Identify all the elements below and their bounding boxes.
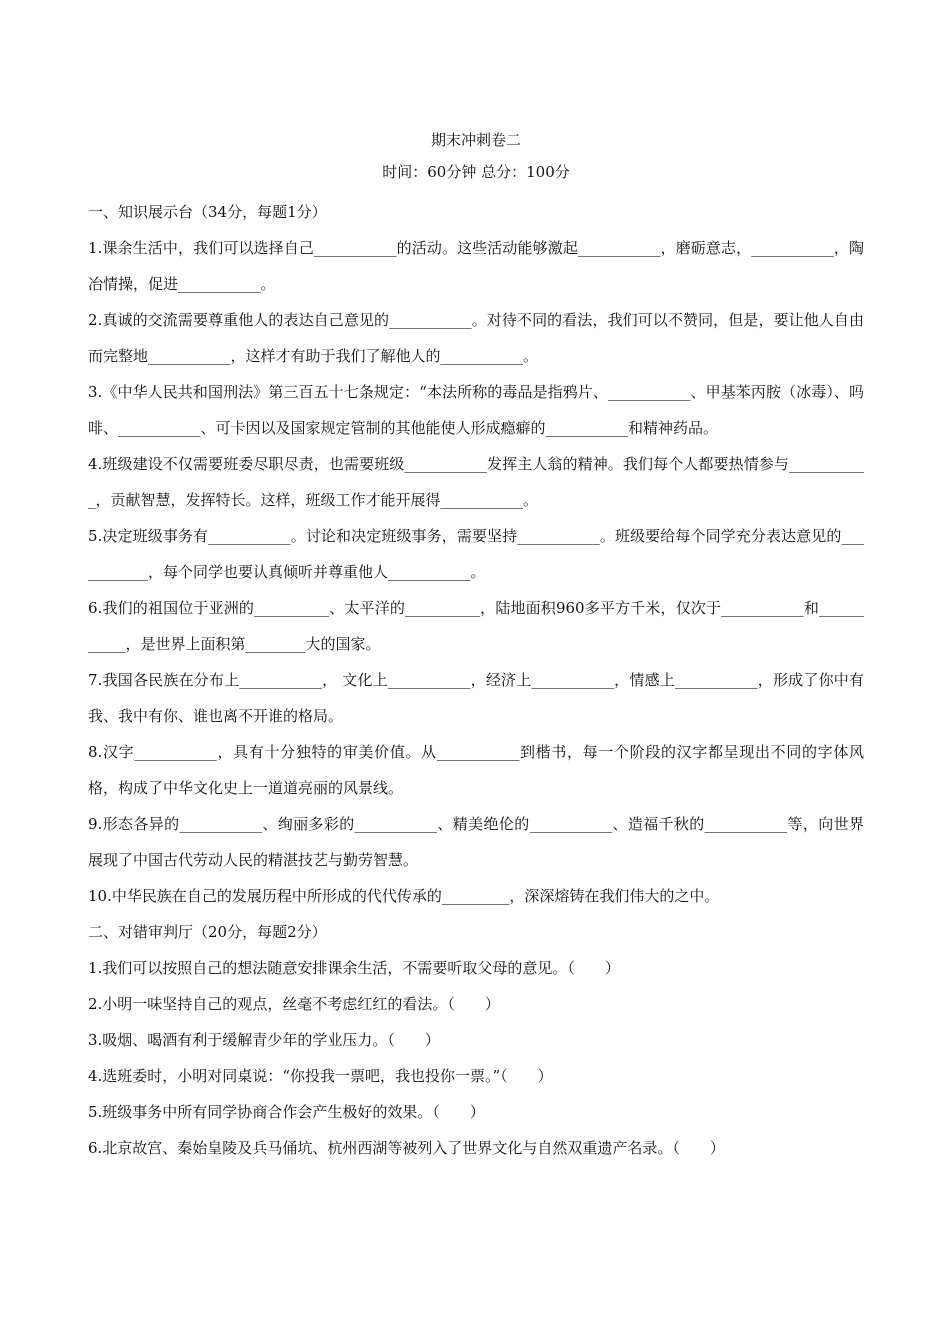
question-1-5: 5.决定班级事务有___________。讨论和决定班级事务，需要坚持___________。班级要给每个同学充分表达意见的___________，每个同学也要认真倾听并尊重他人___________。 [88, 527, 864, 581]
question-1-10: 10.中华民族在自己的发展历程中所形成的代代传承的_________，深深熔铸在我们伟大的之中。 [88, 887, 720, 905]
question-1-3: 3.《中华人民共和国刑法》第三百五十七条规定：“本法所称的毒品是指鸦片、___________、甲基苯丙胺（冰毒）、吗啡、___________、可卡因以及国家规定管制的其他能使人形成瘾癖的___________和精神药品。 [88, 383, 864, 437]
question-1-1: 1.课余生活中，我们可以选择自己___________的活动。这些活动能够激起___________，磨砺意志，___________，陶冶情操，促进___________。 [88, 239, 864, 293]
question-1-6: 6.我们的祖国位于亚洲的__________、太平洋的__________，陆地面积960多平方千米，仅次于___________和___________，是世界上面积第________大的国家。 [88, 599, 864, 653]
question-2-5: 5.班级事务中所有同学协商合作会产生极好的效果。（ ） [88, 1103, 485, 1121]
question-1-7: 7.我国各民族在分布上___________， 文化上___________，经济上___________，情感上___________，形成了你中有我、我中有你、谁也离不开谁的格局。 [88, 671, 864, 725]
section-2-questions [88, 950, 864, 1166]
question-1-8: 8.汉字___________，具有十分独特的审美价值。从___________到楷书，每一个阶段的汉字都呈现出不同的字体风格，构成了中华文化史上一道道亮丽的风景线。 [88, 743, 864, 797]
question-2-6: 6.北京故宫、秦始皇陵及兵马俑坑、杭州西湖等被列入了世界文化与自然双重遗产名录。（ ） [88, 1139, 725, 1157]
section-1-questions [88, 230, 864, 914]
section-2-heading: 二、对错审判厅（20分，每题2分） [88, 923, 327, 941]
question-2-4: 4.选班委时，小明对同桌说：“你投我一票吧，我也投你一票。”（ ） [88, 1067, 553, 1085]
question-1-4: 4.班级建设不仅需要班委尽职尽责，也需要班级___________发挥主人翁的精神。我们每个人都要热情参与___________，贡献智慧，发挥特长。这样，班级工作才能开展得___________。 [88, 455, 864, 509]
question-1-2: 2.真诚的交流需要尊重他人的表达自己意见的___________。对待不同的看法，我们可以不赞同，但是，要让他人自由而完整地___________，这样才有助于我们了解他人的___________。 [88, 311, 864, 365]
exam-subtitle: 时间：60分钟 总分：100分 [382, 163, 570, 181]
exam-title: 期末冲刺卷二 [430, 131, 521, 149]
question-2-2: 2.小明一味坚持自己的观点，丝毫不考虑红红的看法。（ ） [88, 995, 500, 1013]
section-1-heading: 一、知识展示台（34分，每题1分） [88, 203, 327, 221]
question-1-9: 9.形态各异的___________、绚丽多彩的___________、精美绝伦的___________、造福千秋的___________等，向世界展现了中国古代劳动人民的精湛技艺与勤劳智慧。 [88, 815, 864, 869]
question-2-3: 3.吸烟、喝酒有利于缓解青少年的学业压力。（ ） [88, 1031, 440, 1049]
question-2-1: 1.我们可以按照自己的想法随意安排课余生活，不需要听取父母的意见。（ ） [88, 959, 620, 977]
